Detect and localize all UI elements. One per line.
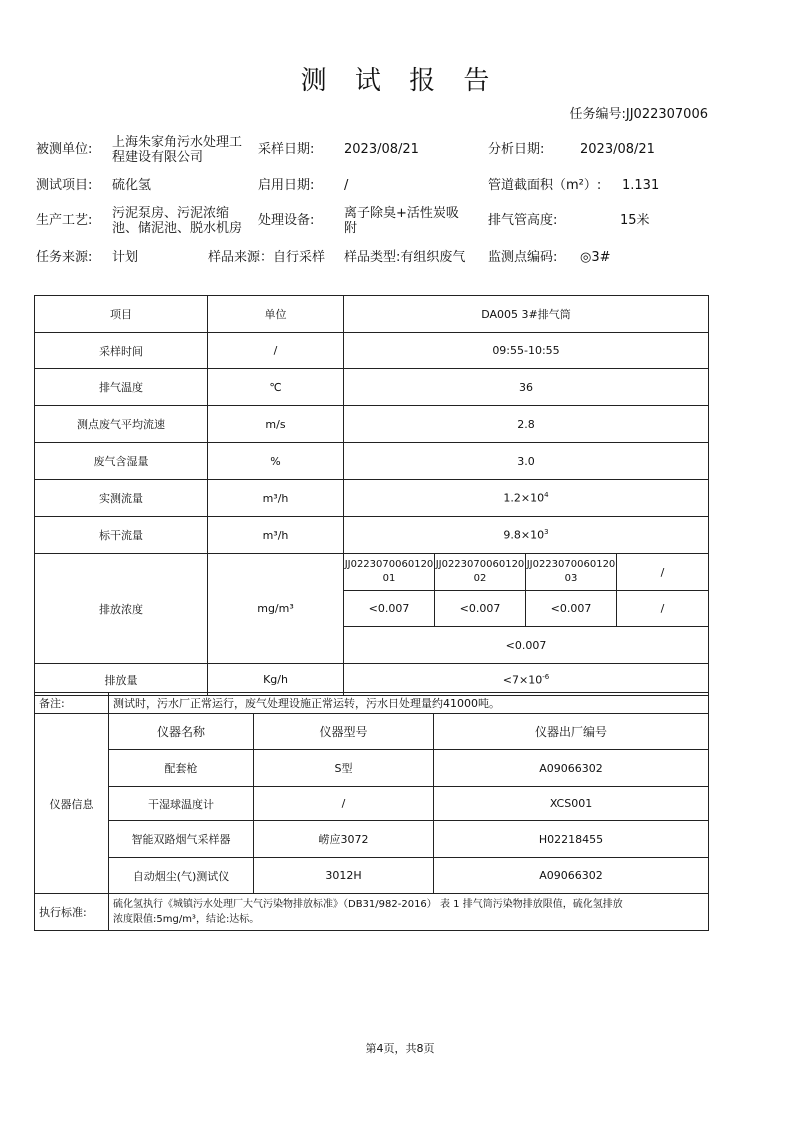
instrument-row bbox=[35, 787, 709, 821]
instrument-col-name: 仪器名称 bbox=[109, 714, 254, 750]
report-title: 测 试 报 告 bbox=[300, 66, 500, 96]
sample-type: 样品类型:有组织废气 bbox=[344, 250, 466, 265]
enable-date: / bbox=[344, 178, 349, 193]
instrument-row bbox=[35, 750, 709, 787]
instrument-model: 崂应3072 bbox=[254, 821, 434, 858]
row-value: 36 bbox=[344, 369, 709, 406]
rate-item: 排放量 bbox=[35, 664, 208, 696]
instrument-name: 智能双路烟气采样器 bbox=[109, 821, 254, 858]
row-unit: / bbox=[208, 333, 344, 369]
conc-value: <0.007 bbox=[435, 591, 526, 627]
info-table bbox=[34, 692, 709, 931]
row-unit: % bbox=[208, 443, 344, 480]
instrument-serial: A09066302 bbox=[434, 858, 709, 894]
rate-value: <7×10 bbox=[502, 673, 543, 687]
measurement-table bbox=[34, 295, 709, 696]
std-flow-unit: m³/h bbox=[208, 517, 344, 554]
process-label: 生产工艺: bbox=[36, 213, 93, 228]
monitor-point-label: 监测点编码: bbox=[488, 250, 558, 265]
row-value: 2.8 bbox=[344, 406, 709, 443]
row-item: 测点废气平均流速 bbox=[35, 406, 208, 443]
table-row bbox=[35, 517, 709, 554]
row-item: 排气温度 bbox=[35, 369, 208, 406]
instrument-name: 自动烟尘(气)测试仪 bbox=[109, 858, 254, 894]
analysis-date: 2023/08/21 bbox=[580, 142, 655, 157]
unit-value-line2: 程建设有限公司 bbox=[112, 150, 204, 165]
conc-item: 排放浓度 bbox=[35, 554, 208, 664]
flow-item: 实测流量 bbox=[35, 480, 208, 517]
table-row bbox=[35, 406, 709, 443]
equipment-label: 处理设备: bbox=[258, 213, 315, 228]
stack-height-value: 15米 bbox=[620, 213, 650, 228]
page-footer: 第4页，共8页 bbox=[365, 1042, 435, 1055]
table-row bbox=[35, 333, 709, 369]
table-header-row bbox=[35, 296, 709, 333]
sample-source: 样品来源：自行采样 bbox=[208, 250, 326, 265]
item-label: 测试项目: bbox=[36, 178, 93, 193]
task-source-label: 任务来源: bbox=[36, 250, 93, 265]
conc-unit: mg/m³ bbox=[208, 554, 344, 664]
sample-id-cell bbox=[344, 554, 435, 591]
col-item-header: 项目 bbox=[35, 296, 208, 333]
sample-id-line2: 03 bbox=[564, 573, 578, 584]
standard-label: 执行标准: bbox=[35, 894, 109, 931]
analysis-date-label: 分析日期: bbox=[488, 142, 545, 157]
task-number: 任务编号:JJ022307006 bbox=[569, 107, 708, 122]
sample-id-line1: JJ0223070060120 bbox=[526, 559, 616, 570]
instrument-serial: H02218455 bbox=[434, 821, 709, 858]
process-value-line2: 池、储泥池、脱水机房 bbox=[112, 221, 243, 236]
col-point-header: DA005 3#排气筒 bbox=[344, 296, 709, 333]
sample-id-line1: JJ0223070060120 bbox=[435, 559, 525, 570]
table-row bbox=[35, 480, 709, 517]
remarks-text: 测试时，污水厂正常运行，废气处理设施正常运转，污水日处理量约41000吨。 bbox=[109, 693, 709, 714]
flow-exponent: 4 bbox=[544, 491, 549, 500]
instrument-model: S型 bbox=[254, 750, 434, 787]
col-unit-header: 单位 bbox=[208, 296, 344, 333]
std-flow-value: 9.8×10 bbox=[503, 528, 545, 542]
sample-id-line1: JJ0223070060120 bbox=[344, 559, 434, 570]
standard-text-line2: 浓度限值:5mg/m³，结论:达标。 bbox=[113, 914, 260, 925]
rate-unit: Kg/h bbox=[208, 664, 344, 696]
standard-row bbox=[35, 894, 709, 931]
unit-value-line1: 上海朱家角污水处理工 bbox=[112, 135, 243, 150]
sample-id-blank: / bbox=[617, 554, 709, 591]
instrument-header-row bbox=[35, 714, 709, 750]
table-row bbox=[35, 664, 709, 696]
instrument-model: / bbox=[254, 787, 434, 821]
sample-id-line2: 01 bbox=[382, 573, 396, 584]
instrument-col-model: 仪器型号 bbox=[254, 714, 434, 750]
row-unit: ℃ bbox=[208, 369, 344, 406]
remarks-row bbox=[35, 693, 709, 714]
instrument-row bbox=[35, 821, 709, 858]
table-row bbox=[35, 443, 709, 480]
conc-value: <0.007 bbox=[344, 591, 435, 627]
unit-label: 被测单位: bbox=[36, 142, 93, 157]
standard-text-cell bbox=[109, 894, 709, 931]
duct-area-value: 1.131 bbox=[622, 178, 660, 193]
remarks-label: 备注: bbox=[35, 693, 109, 714]
stack-height-label: 排气管高度: bbox=[488, 213, 558, 228]
task-source-value: 计划 bbox=[112, 250, 139, 265]
equipment-value-line2: 附 bbox=[344, 221, 358, 236]
instrument-serial: XCS001 bbox=[434, 787, 709, 821]
row-value: 3.0 bbox=[344, 443, 709, 480]
row-item: 采样时间 bbox=[35, 333, 208, 369]
std-flow-exponent: 3 bbox=[544, 528, 549, 537]
instrument-name: 配套枪 bbox=[109, 750, 254, 787]
item-value: 硫化氢 bbox=[112, 178, 152, 193]
flow-value: 1.2×10 bbox=[503, 491, 545, 505]
row-item: 废气含湿量 bbox=[35, 443, 208, 480]
table-row bbox=[35, 369, 709, 406]
instrument-label: 仪器信息 bbox=[35, 714, 109, 894]
instrument-row bbox=[35, 858, 709, 894]
sample-date-label: 采样日期: bbox=[258, 142, 315, 157]
sample-date: 2023/08/21 bbox=[344, 142, 419, 157]
standard-text-line1: 硫化氢执行《城镇污水处理厂大气污染物排放标准》（DB31/982-2016） 表 1 排气筒污染物排放限值，硫化氢排放 bbox=[113, 899, 623, 910]
enable-date-label: 启用日期: bbox=[258, 178, 315, 193]
instrument-serial: A09066302 bbox=[434, 750, 709, 787]
rate-exponent: -6 bbox=[542, 672, 550, 681]
std-flow-value-cell bbox=[344, 517, 709, 554]
sample-id-cell bbox=[526, 554, 617, 591]
conc-blank: / bbox=[617, 591, 709, 627]
instrument-col-serial: 仪器出厂编号 bbox=[434, 714, 709, 750]
equipment-value-line1: 离子除臭+活性炭吸 bbox=[344, 206, 459, 221]
flow-value-cell bbox=[344, 480, 709, 517]
duct-area-label: 管道截面积（m²）: bbox=[488, 178, 602, 193]
monitor-point-value: ◎3# bbox=[580, 250, 611, 265]
sample-id-row bbox=[35, 554, 709, 591]
conc-average: <0.007 bbox=[344, 627, 709, 664]
std-flow-item: 标干流量 bbox=[35, 517, 208, 554]
instrument-name: 干湿球温度计 bbox=[109, 787, 254, 821]
conc-value: <0.007 bbox=[526, 591, 617, 627]
row-value: 09:55-10:55 bbox=[344, 333, 709, 369]
row-unit: m/s bbox=[208, 406, 344, 443]
rate-value-cell bbox=[344, 664, 709, 696]
process-value-line1: 污泥泵房、污泥浓缩 bbox=[112, 206, 230, 221]
sample-id-line2: 02 bbox=[473, 573, 487, 584]
sample-id-cell bbox=[435, 554, 526, 591]
instrument-model: 3012H bbox=[254, 858, 434, 894]
flow-unit: m³/h bbox=[208, 480, 344, 517]
